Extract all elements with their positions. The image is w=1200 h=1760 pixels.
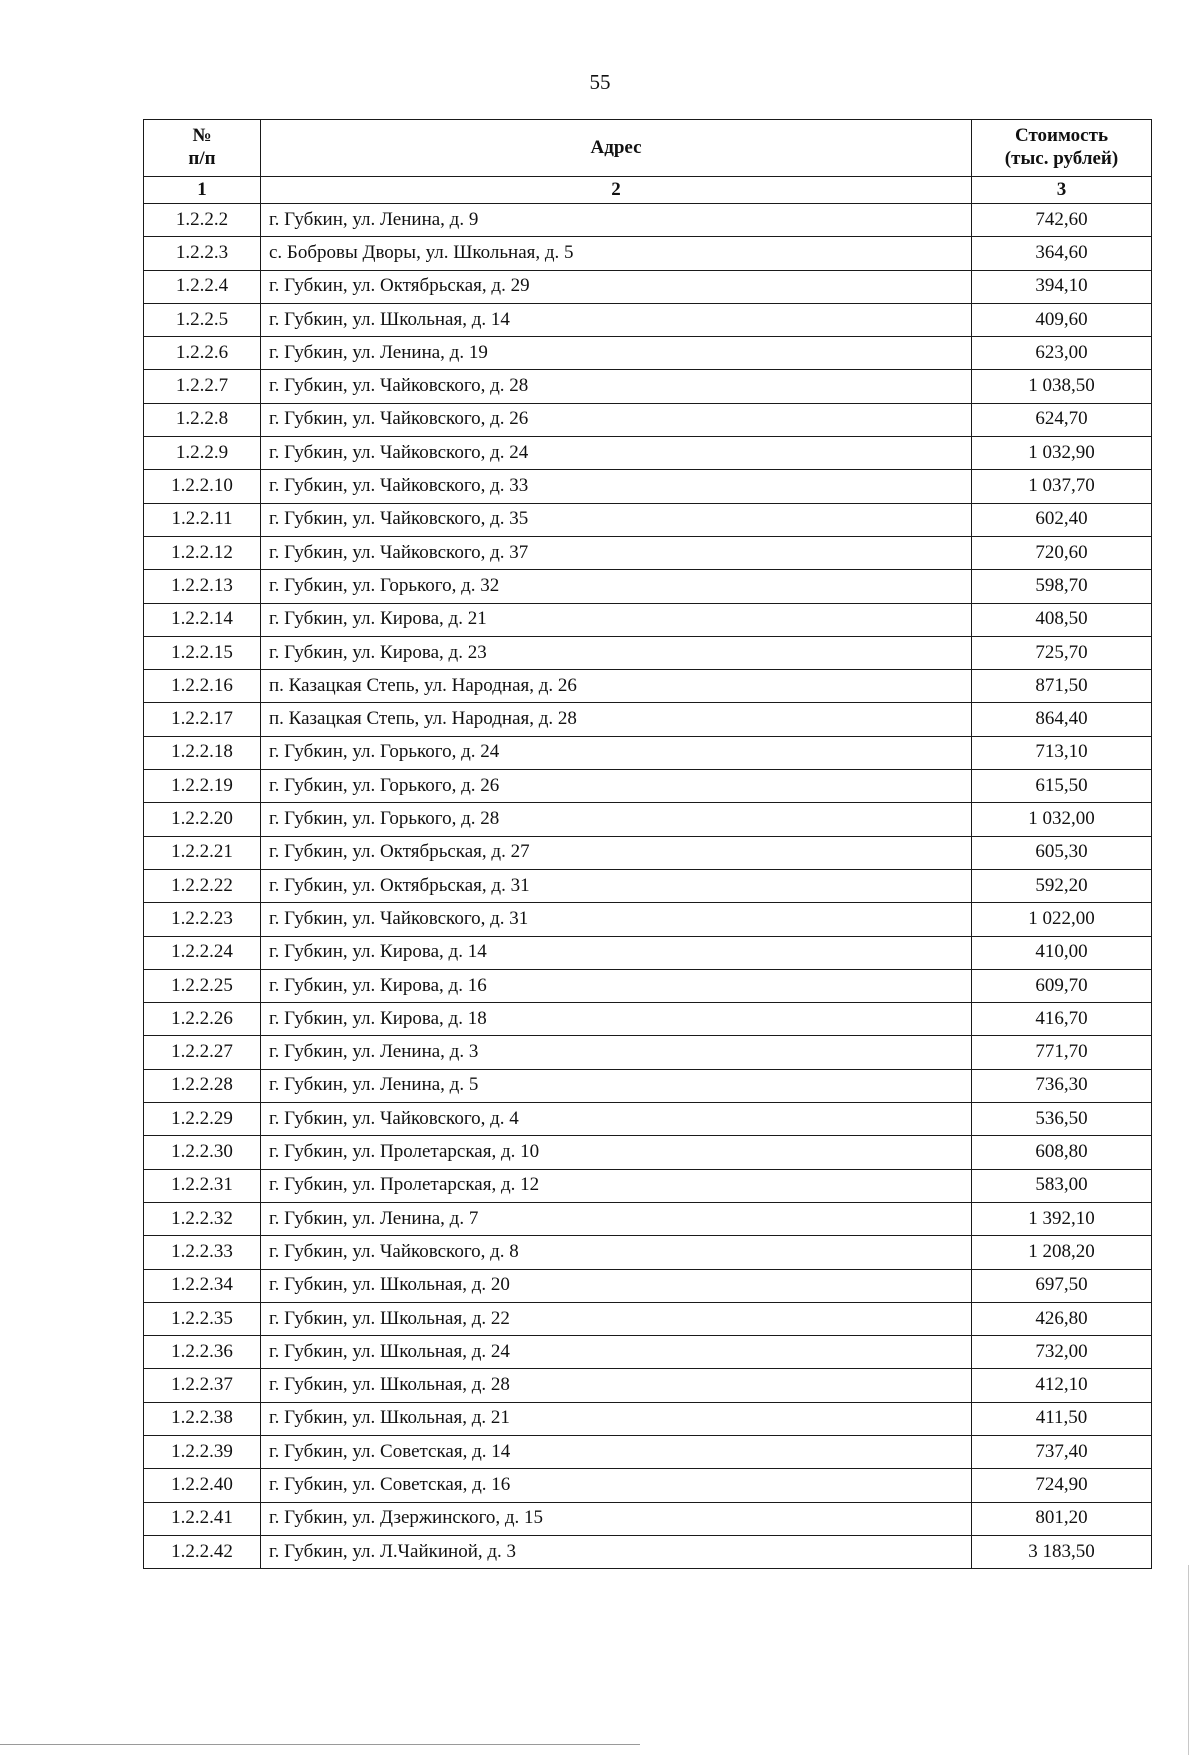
row-address-cell: п. Казацкая Степь, ул. Народная, д. 26 (261, 670, 972, 703)
row-number-cell: 1.2.2.17 (144, 703, 261, 736)
row-address-cell: г. Губкин, ул. Чайковского, д. 4 (261, 1103, 972, 1136)
header-cost-label: Стоимость (1014, 125, 1108, 147)
row-number-cell: 1.2.2.22 (144, 869, 261, 902)
row-cost-cell: 410,00 (972, 936, 1152, 969)
table-row (144, 1469, 1152, 1502)
table-row (144, 370, 1152, 403)
row-address-cell: г. Губкин, ул. Советская, д. 14 (261, 1435, 972, 1468)
header-address: Адрес (261, 120, 972, 177)
row-address-cell: г. Губкин, ул. Советская, д. 16 (261, 1469, 972, 1502)
row-cost-cell: 536,50 (972, 1103, 1152, 1136)
row-number-cell: 1.2.2.28 (144, 1069, 261, 1102)
row-cost-cell: 737,40 (972, 1435, 1152, 1468)
row-address-cell: г. Губкин, ул. Чайковского, д. 28 (261, 370, 972, 403)
table-row (144, 770, 1152, 803)
row-number-cell: 1.2.2.24 (144, 936, 261, 969)
row-cost-cell: 583,00 (972, 1169, 1152, 1202)
row-cost-cell: 602,40 (972, 503, 1152, 536)
table-row (144, 903, 1152, 936)
table-row (144, 1169, 1152, 1202)
scan-bottom-line (0, 1744, 640, 1745)
row-number-cell: 1.2.2.3 (144, 237, 261, 270)
row-cost-cell: 724,90 (972, 1469, 1152, 1502)
row-number-cell: 1.2.2.39 (144, 1435, 261, 1468)
row-address-cell: г. Губкин, ул. Октябрьская, д. 31 (261, 869, 972, 902)
row-number-cell: 1.2.2.35 (144, 1302, 261, 1335)
table-row (144, 204, 1152, 237)
table-row (144, 437, 1152, 470)
row-number-cell: 1.2.2.31 (144, 1169, 261, 1202)
table-row (144, 670, 1152, 703)
row-address-cell: г. Губкин, ул. Школьная, д. 14 (261, 303, 972, 336)
row-number-cell: 1.2.2.34 (144, 1269, 261, 1302)
table-row (144, 836, 1152, 869)
row-cost-cell: 416,70 (972, 1003, 1152, 1036)
row-number-cell: 1.2.2.21 (144, 836, 261, 869)
row-number-cell: 1.2.2.33 (144, 1236, 261, 1269)
row-cost-cell: 409,60 (972, 303, 1152, 336)
row-address-cell: г. Губкин, ул. Горького, д. 26 (261, 770, 972, 803)
row-address-cell: г. Губкин, ул. Октябрьская, д. 27 (261, 836, 972, 869)
row-cost-cell: 608,80 (972, 1136, 1152, 1169)
row-cost-cell: 623,00 (972, 337, 1152, 370)
row-address-cell: г. Губкин, ул. Школьная, д. 21 (261, 1402, 972, 1435)
row-address-cell: г. Губкин, ул. Ленина, д. 7 (261, 1202, 972, 1235)
row-cost-cell: 394,10 (972, 270, 1152, 303)
row-cost-cell: 1 032,90 (972, 437, 1152, 470)
table-row (144, 636, 1152, 669)
row-number-cell: 1.2.2.6 (144, 337, 261, 370)
table-row (144, 470, 1152, 503)
row-cost-cell: 592,20 (972, 869, 1152, 902)
row-number-cell: 1.2.2.15 (144, 636, 261, 669)
row-cost-cell: 411,50 (972, 1402, 1152, 1435)
table-row (144, 1302, 1152, 1335)
row-address-cell: г. Губкин, ул. Школьная, д. 28 (261, 1369, 972, 1402)
row-number-cell: 1.2.2.41 (144, 1502, 261, 1535)
row-cost-cell: 1 392,10 (972, 1202, 1152, 1235)
column-number-3: 3 (972, 177, 1152, 204)
column-number-1: 1 (144, 177, 261, 204)
row-cost-cell: 605,30 (972, 836, 1152, 869)
header-number-label: п/п (188, 148, 216, 169)
row-address-cell: г. Губкин, ул. Чайковского, д. 33 (261, 470, 972, 503)
row-address-cell: г. Губкин, ул. Кирова, д. 23 (261, 636, 972, 669)
row-cost-cell: 725,70 (972, 636, 1152, 669)
row-cost-cell: 426,80 (972, 1302, 1152, 1335)
row-address-cell: г. Губкин, ул. Чайковского, д. 31 (261, 903, 972, 936)
row-address-cell: г. Губкин, ул. Горького, д. 32 (261, 570, 972, 603)
row-number-cell: 1.2.2.13 (144, 570, 261, 603)
table-row (144, 1036, 1152, 1069)
row-address-cell: г. Губкин, ул. Октябрьская, д. 29 (261, 270, 972, 303)
row-number-cell: 1.2.2.23 (144, 903, 261, 936)
table-row (144, 1202, 1152, 1235)
table-row (144, 1535, 1152, 1568)
row-address-cell: г. Губкин, ул. Пролетарская, д. 12 (261, 1169, 972, 1202)
row-cost-cell: 408,50 (972, 603, 1152, 636)
row-cost-cell: 1 022,00 (972, 903, 1152, 936)
row-address-cell: г. Губкин, ул. Кирова, д. 21 (261, 603, 972, 636)
table-row (144, 337, 1152, 370)
row-address-cell: г. Губкин, ул. Чайковского, д. 8 (261, 1236, 972, 1269)
table-row (144, 1003, 1152, 1036)
table-row (144, 303, 1152, 336)
row-address-cell: г. Губкин, ул. Школьная, д. 24 (261, 1336, 972, 1369)
table-row (144, 1402, 1152, 1435)
row-number-cell: 1.2.2.12 (144, 536, 261, 569)
table-row (144, 1069, 1152, 1102)
table-row (144, 1435, 1152, 1468)
row-address-cell: г. Губкин, ул. Ленина, д. 9 (261, 204, 972, 237)
row-number-cell: 1.2.2.8 (144, 403, 261, 436)
table-row (144, 869, 1152, 902)
row-number-cell: 1.2.2.42 (144, 1535, 261, 1568)
row-number-cell: 1.2.2.29 (144, 1103, 261, 1136)
row-address-cell: г. Губкин, ул. Школьная, д. 20 (261, 1269, 972, 1302)
row-cost-cell: 801,20 (972, 1502, 1152, 1535)
scan-right-edge-line (1188, 1565, 1189, 1755)
row-address-cell: г. Губкин, ул. Кирова, д. 18 (261, 1003, 972, 1036)
table-row (144, 536, 1152, 569)
table-row (144, 403, 1152, 436)
row-number-cell: 1.2.2.14 (144, 603, 261, 636)
row-number-cell: 1.2.2.9 (144, 437, 261, 470)
cost-table (143, 119, 1152, 1569)
table-row (144, 736, 1152, 769)
row-number-cell: 1.2.2.38 (144, 1402, 261, 1435)
table-row (144, 936, 1152, 969)
row-number-cell: 1.2.2.5 (144, 303, 261, 336)
row-address-cell: г. Губкин, ул. Чайковского, д. 26 (261, 403, 972, 436)
header-cost-unit: (тыс. рублей) (1004, 148, 1119, 169)
row-number-cell: 1.2.2.25 (144, 969, 261, 1002)
table-row (144, 503, 1152, 536)
row-address-cell: г. Губкин, ул. Ленина, д. 3 (261, 1036, 972, 1069)
column-number-2: 2 (261, 177, 972, 204)
row-cost-cell: 3 183,50 (972, 1535, 1152, 1568)
row-cost-cell: 742,60 (972, 204, 1152, 237)
row-cost-cell: 720,60 (972, 536, 1152, 569)
row-address-cell: г. Губкин, ул. Чайковского, д. 37 (261, 536, 972, 569)
row-address-cell: г. Губкин, ул. Ленина, д. 5 (261, 1069, 972, 1102)
row-address-cell: г. Губкин, ул. Кирова, д. 16 (261, 969, 972, 1002)
row-number-cell: 1.2.2.19 (144, 770, 261, 803)
table-row (144, 1236, 1152, 1269)
table-row (144, 969, 1152, 1002)
row-cost-cell: 771,70 (972, 1036, 1152, 1069)
row-address-cell: с. Бобровы Дворы, ул. Школьная, д. 5 (261, 237, 972, 270)
column-number-row (144, 177, 1152, 204)
row-number-cell: 1.2.2.36 (144, 1336, 261, 1369)
row-cost-cell: 732,00 (972, 1336, 1152, 1369)
row-address-cell: г. Губкин, ул. Горького, д. 28 (261, 803, 972, 836)
row-number-cell: 1.2.2.20 (144, 803, 261, 836)
row-cost-cell: 412,10 (972, 1369, 1152, 1402)
table-row (144, 1103, 1152, 1136)
row-address-cell: г. Губкин, ул. Дзержинского, д. 15 (261, 1502, 972, 1535)
row-cost-cell: 615,50 (972, 770, 1152, 803)
row-cost-cell: 1 032,00 (972, 803, 1152, 836)
table-row (144, 803, 1152, 836)
row-address-cell: г. Губкин, ул. Л.Чайкиной, д. 3 (261, 1535, 972, 1568)
table-row (144, 1336, 1152, 1369)
row-address-cell: г. Губкин, ул. Чайковского, д. 24 (261, 437, 972, 470)
table-body (144, 204, 1152, 1569)
row-number-cell: 1.2.2.4 (144, 270, 261, 303)
table-row (144, 1136, 1152, 1169)
row-number-cell: 1.2.2.7 (144, 370, 261, 403)
row-address-cell: г. Губкин, ул. Горького, д. 24 (261, 736, 972, 769)
row-address-cell: п. Казацкая Степь, ул. Народная, д. 28 (261, 703, 972, 736)
row-address-cell: г. Губкин, ул. Школьная, д. 22 (261, 1302, 972, 1335)
row-number-cell: 1.2.2.2 (144, 204, 261, 237)
row-number-cell: 1.2.2.32 (144, 1202, 261, 1235)
row-number-cell: 1.2.2.10 (144, 470, 261, 503)
row-number-cell: 1.2.2.27 (144, 1036, 261, 1069)
row-address-cell: г. Губкин, ул. Ленина, д. 19 (261, 337, 972, 370)
row-cost-cell: 624,70 (972, 403, 1152, 436)
row-cost-cell: 871,50 (972, 670, 1152, 703)
row-cost-cell: 1 038,50 (972, 370, 1152, 403)
table-row (144, 1369, 1152, 1402)
row-cost-cell: 609,70 (972, 969, 1152, 1002)
row-number-cell: 1.2.2.30 (144, 1136, 261, 1169)
header-number-symbol: № (192, 125, 212, 147)
row-cost-cell: 697,50 (972, 1269, 1152, 1302)
table-row (144, 570, 1152, 603)
header-cost (972, 120, 1152, 177)
table-row (144, 703, 1152, 736)
row-cost-cell: 713,10 (972, 736, 1152, 769)
row-cost-cell: 598,70 (972, 570, 1152, 603)
row-cost-cell: 364,60 (972, 237, 1152, 270)
table-row (144, 270, 1152, 303)
row-cost-cell: 864,40 (972, 703, 1152, 736)
row-address-cell: г. Губкин, ул. Кирова, д. 14 (261, 936, 972, 969)
table-header-row (144, 120, 1152, 177)
row-number-cell: 1.2.2.18 (144, 736, 261, 769)
table-row (144, 1502, 1152, 1535)
row-cost-cell: 736,30 (972, 1069, 1152, 1102)
row-cost-cell: 1 208,20 (972, 1236, 1152, 1269)
header-number (144, 120, 261, 177)
table-row (144, 1269, 1152, 1302)
table-row (144, 237, 1152, 270)
row-address-cell: г. Губкин, ул. Чайковского, д. 35 (261, 503, 972, 536)
row-number-cell: 1.2.2.37 (144, 1369, 261, 1402)
row-number-cell: 1.2.2.16 (144, 670, 261, 703)
table-row (144, 603, 1152, 636)
row-address-cell: г. Губкин, ул. Пролетарская, д. 10 (261, 1136, 972, 1169)
row-number-cell: 1.2.2.40 (144, 1469, 261, 1502)
row-number-cell: 1.2.2.11 (144, 503, 261, 536)
row-cost-cell: 1 037,70 (972, 470, 1152, 503)
page-number: 55 (589, 70, 611, 94)
row-number-cell: 1.2.2.26 (144, 1003, 261, 1036)
